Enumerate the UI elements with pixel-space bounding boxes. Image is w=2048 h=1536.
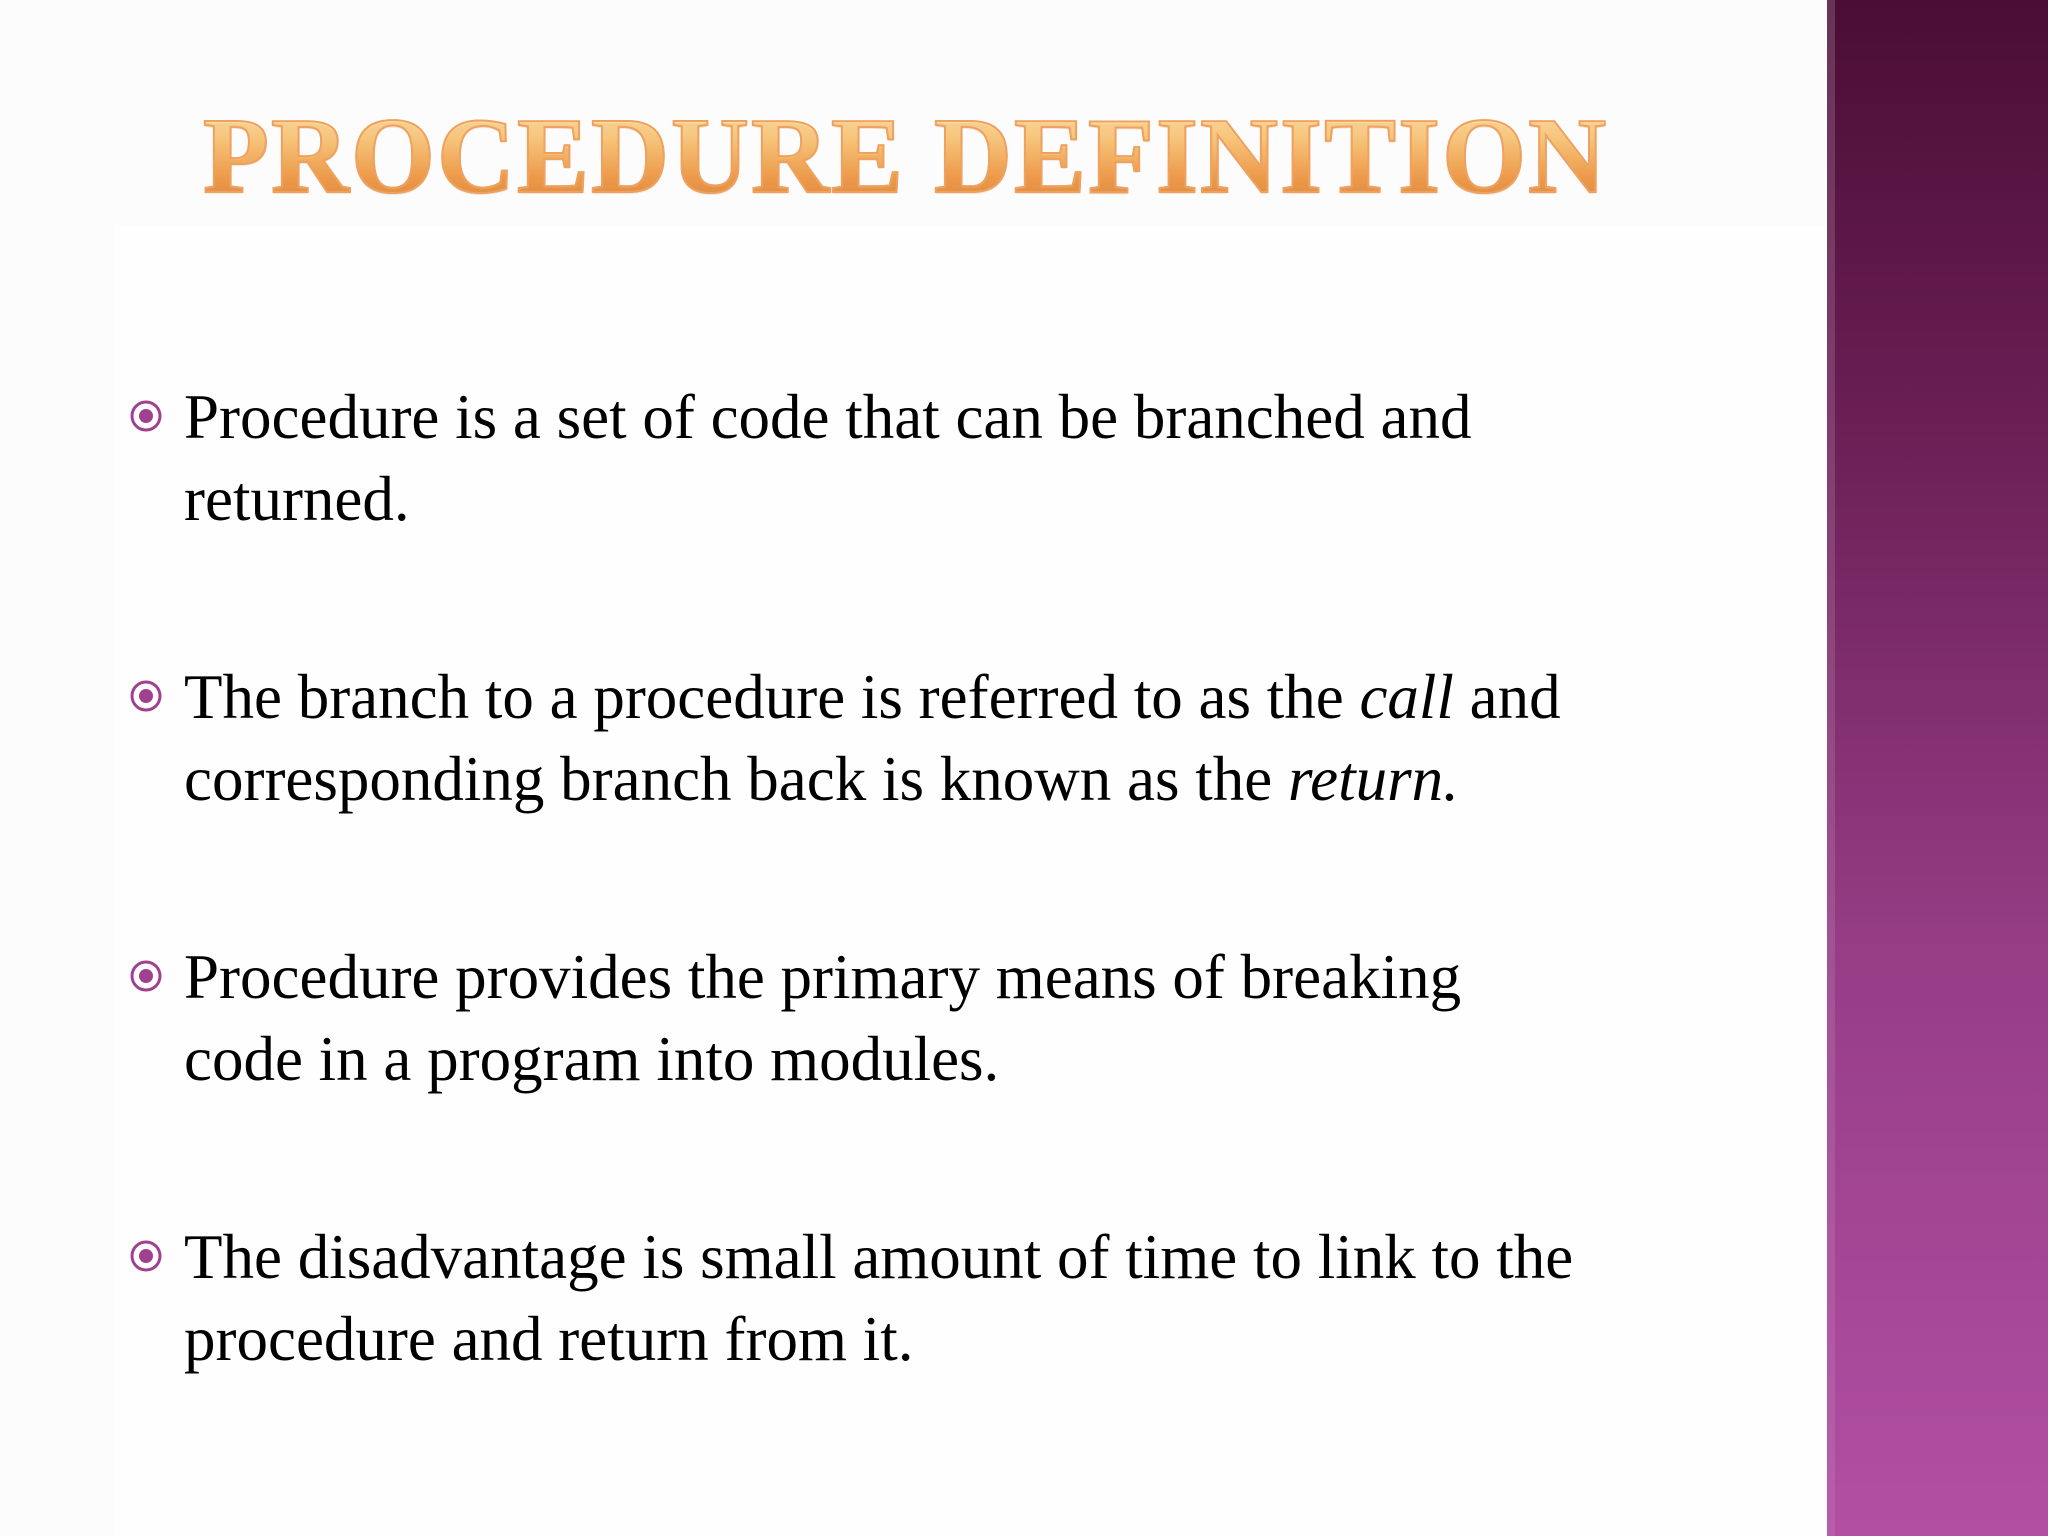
bullet-4-line-2: procedure and return from it. <box>184 1304 914 1374</box>
bullet-2-line-2 <box>184 738 1688 820</box>
decorative-side-band <box>1827 0 2048 1536</box>
radio-bullet-icon <box>128 398 164 434</box>
bullet-item-4 <box>128 1216 1688 1380</box>
radio-bullet-icon <box>128 678 164 714</box>
bullet-list <box>128 376 1688 1380</box>
bullet-2-line-1 <box>184 656 1688 738</box>
bullet-item-1 <box>128 376 1688 540</box>
bullet-2-line-1-end: and <box>1453 662 1561 732</box>
return-term: return. <box>1287 744 1459 814</box>
radio-bullet-icon <box>128 1238 164 1274</box>
radio-bullet-icon <box>128 958 164 994</box>
slide-title: PROCEDURE DEFINITION <box>203 97 1609 216</box>
bullet-2-line-1-start: The branch to a procedure is referred to as the <box>184 662 1360 732</box>
bullet-2-line-2-start: corresponding branch back is known as the <box>184 744 1288 814</box>
bullet-3-line-2: code in a program into modules. <box>184 1024 1000 1094</box>
call-term: call <box>1359 662 1454 732</box>
bullet-1-line-2: returned. <box>184 464 410 534</box>
bullet-item-2 <box>128 656 1688 820</box>
bullet-1-line-1: Procedure is a set of code that can be branched and <box>184 382 1472 452</box>
bullet-3-line-1: Procedure provides the primary means of breaking <box>184 942 1462 1012</box>
bullet-item-3 <box>128 936 1688 1100</box>
bullet-4-line-1: The disadvantage is small amount of time to link to the <box>184 1222 1574 1292</box>
